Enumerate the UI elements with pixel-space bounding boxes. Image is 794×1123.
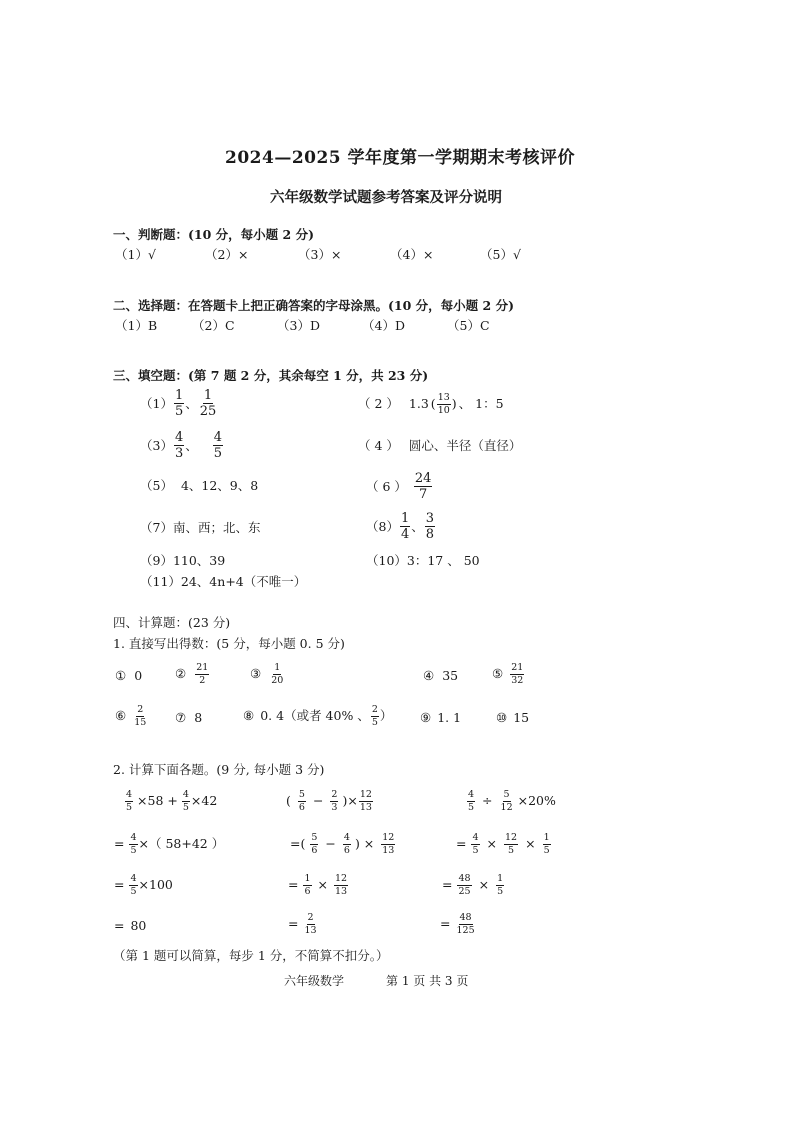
mental-answer: ④ 35 <box>423 668 459 683</box>
value: 、 1：5 <box>458 396 504 411</box>
s2-answer: （5）C <box>447 318 490 333</box>
value: 3：17 、 50 <box>406 553 480 568</box>
calc1-step: = 80 <box>114 918 147 933</box>
calc1-step: $\frac{4}{5}$ ×58 + $\frac{4}{5}$ ×42 <box>126 789 218 813</box>
q-label: （5） <box>140 478 173 493</box>
value: 圆心、半径（直径） <box>408 438 522 453</box>
calc3-step: = $\frac{48}{25}$ × $\frac{1}{5}$ <box>442 873 504 897</box>
mental-answer: ⑨ 1. 1 <box>420 710 462 725</box>
fill-q2 <box>358 393 504 415</box>
calc1-step: = $\frac{4}{5}$ ×（ 58+42 ） <box>114 832 225 856</box>
fill-q11 <box>140 574 306 590</box>
s1-answer: （1）√ <box>115 247 156 262</box>
mental-answer: ⑦ 8 <box>175 710 203 725</box>
fraction: 1 25 <box>199 388 217 419</box>
calc3-step: = $\frac{4}{5}$ × $\frac{12}{5}$ × $\frac{1}{5}$ <box>456 832 550 856</box>
fill-q1 <box>140 389 218 418</box>
q-label: （7） <box>140 520 173 535</box>
value: 24、4n+4（不唯一） <box>180 574 307 589</box>
separator: 、 <box>185 437 198 453</box>
footer-page-number: 第 1 页 共 3 页 <box>386 974 469 988</box>
calc2-step: =( 5 6 − $\frac{4}{6}$ ) × $\frac{12}{13}$ <box>290 832 395 856</box>
value: 南、西；北、东 <box>172 520 261 535</box>
part-2-heading: 2. 计算下面各题。(9 分, 每小题 3 分) <box>113 762 325 777</box>
fill-q6 <box>366 472 433 501</box>
fill-q10 <box>366 553 480 569</box>
q-label: （ 2 ） <box>358 396 399 411</box>
fill-q7 <box>140 520 260 536</box>
s2-answer: （3）D <box>277 318 320 333</box>
mental-answer: ⑥ 2 15 <box>115 704 147 728</box>
separator: 、 <box>411 518 424 534</box>
s2-answer: （4）D <box>362 318 405 333</box>
mental-answer: ② 21 2 <box>175 662 209 686</box>
calc1-step: = $\frac{4}{5}$ ×100 <box>114 873 173 897</box>
s1-answer: （3）× <box>298 247 342 262</box>
q-label: （3） <box>140 437 173 453</box>
mental-answer: ③ 1 20 <box>250 662 284 686</box>
section-4-heading: 四、计算题：(23 分) <box>113 615 231 630</box>
paren: ) <box>451 396 457 411</box>
q-label: （1） <box>140 395 173 411</box>
calc3-step: = $\frac{48}{125}$ <box>440 912 475 936</box>
mental-answer: ⑩ 15 <box>496 710 530 725</box>
calc2-step: = $\frac{1}{6}$ × $\frac{12}{13}$ <box>288 873 348 897</box>
value: 110、39 <box>172 553 226 568</box>
q-label: （9） <box>140 553 173 568</box>
s1-answer: （4）× <box>390 247 434 262</box>
scoring-note: （第 1 题可以简算，每步 1 分，不简算不扣分。） <box>113 948 389 963</box>
footer-subject: 六年级数学 <box>284 974 345 988</box>
fraction: 4 3 <box>174 430 184 461</box>
part-1-heading: 1. 直接写出得数：(5 分，每小题 0. 5 分) <box>113 636 345 651</box>
fraction: 24 7 <box>414 471 432 502</box>
q-label: （10） <box>366 553 407 568</box>
s2-answer: （1）B <box>115 318 158 333</box>
fraction: 4 5 <box>213 430 223 461</box>
paren: ( <box>430 396 436 411</box>
s2-answer: （2）C <box>192 318 235 333</box>
q-label: （11） <box>140 574 181 589</box>
calc3-step: $\frac{4}{5}$ ÷ $\frac{5}{12}$ ×20% <box>468 789 556 813</box>
fraction: 1 4 <box>400 511 410 542</box>
fraction: 1 5 <box>174 388 184 419</box>
section-2-heading: 二、选择题：在答题卡上把正确答案的字母涂黑。(10 分，每小题 2 分) <box>113 298 514 313</box>
value: 4、12、9、8 <box>180 478 259 493</box>
q-label: （ 4 ） <box>358 438 399 453</box>
calc2-step: ( 5 6 − $\frac{2}{3}$ )× $\frac{12}{13}$ <box>286 789 372 813</box>
fill-q4 <box>358 438 521 454</box>
calc2-step: = $\frac{2}{13}$ <box>288 912 317 936</box>
mental-answer: ① 0 <box>115 668 143 683</box>
mental-answer: ⑧ 0. 4（或者 40% 、 2 5 ） <box>243 704 393 728</box>
s1-answer: （2）× <box>205 247 249 262</box>
page-subtitle: 六年级数学试题参考答案及评分说明 <box>270 189 502 206</box>
s1-answer: （5）√ <box>480 247 521 262</box>
mental-answer: ⑤ 21 32 <box>492 662 524 686</box>
fill-q9 <box>140 553 225 569</box>
q-label: （8） <box>366 518 399 534</box>
section-3-heading: 三、填空题：(第 7 题 2 分，其余每空 1 分，共 23 分) <box>113 368 429 383</box>
fraction: 13 10 <box>437 392 450 416</box>
separator: 、 <box>185 395 198 411</box>
page-title: 2024—2025 学年度第一学期期末考核评价 <box>225 148 576 168</box>
fraction: 3 8 <box>425 511 435 542</box>
fill-q5 <box>140 478 258 494</box>
section-1-heading: 一、判断题：(10 分，每小题 2 分) <box>113 227 314 242</box>
q-label: （ 6 ） <box>366 478 407 494</box>
value: 1.3 <box>408 396 429 411</box>
fill-q3 <box>140 431 224 460</box>
fill-q8 <box>366 512 436 541</box>
